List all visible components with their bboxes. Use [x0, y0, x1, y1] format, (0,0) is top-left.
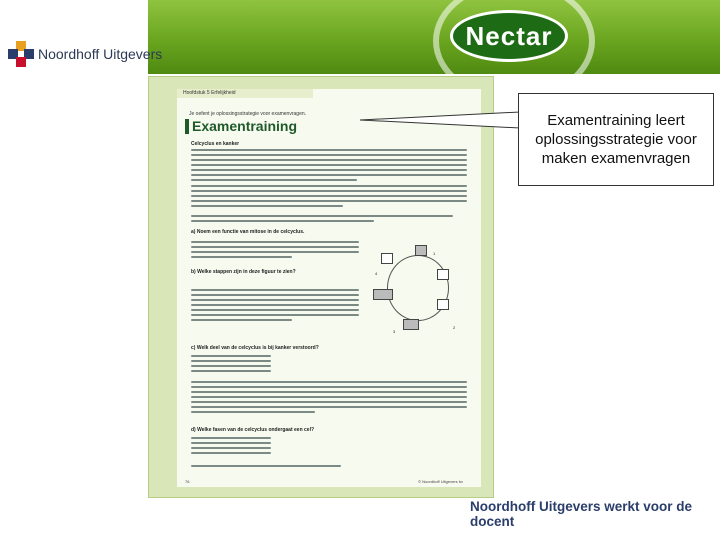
second-paragraph — [191, 185, 467, 210]
callout-box — [518, 93, 714, 186]
textbook-page-content — [177, 89, 481, 487]
third-paragraph — [191, 215, 453, 225]
answer-a — [191, 241, 359, 261]
brand-name: Noordhoff Uitgevers — [38, 46, 163, 62]
diagram-label: 3 — [393, 329, 396, 334]
nectar-banner — [148, 0, 720, 74]
cell-stage — [403, 319, 419, 330]
question-c: c) Welk deel van de celcyclus is bij kanker verstoord? — [191, 345, 319, 351]
nectar-logo-icon: Nectar — [450, 10, 568, 62]
cell-stage — [437, 299, 449, 310]
diagram-label: 4 — [375, 271, 378, 276]
noordhoff-logo-icon — [8, 41, 34, 67]
callout-text: Examentraining leert oplossingsstrategie voor maken examenvragen — [535, 112, 697, 167]
cycle-circle — [387, 255, 449, 321]
cell-cycle-diagram — [373, 241, 465, 341]
options-d — [191, 437, 271, 457]
diagram-label: 2 — [453, 325, 456, 330]
diagram-label: 1 — [433, 251, 436, 256]
question-b: b) Welke stappen zijn in deze figuur te zien? — [191, 269, 296, 275]
page-number: 76 — [185, 479, 190, 484]
section-heading: Celcyclus en kanker — [191, 141, 240, 147]
chapter-tab: Hoofdstuk 5 Erfelijkheid — [177, 89, 313, 98]
explanation-paragraph — [191, 381, 467, 416]
brand-tagline: Noordhoff Uitgevers werkt voor de docent — [470, 499, 693, 529]
options-c — [191, 355, 271, 375]
cell-stage — [437, 269, 449, 280]
closing-line — [191, 465, 341, 470]
page-subtitle: Je oefent je oplossingsstrategie voor examenvragen. — [189, 111, 307, 117]
copyright: © Noordhoff Uitgevers bv — [418, 479, 463, 484]
answer-b — [191, 289, 359, 324]
cell-stage — [373, 289, 393, 300]
question-d: d) Welke fasen van de celcyclus ondergaat een cel? — [191, 427, 315, 433]
intro-paragraph — [191, 149, 467, 184]
page-title: Examentraining — [185, 119, 297, 134]
question-a: a) Noem een functie van mitose in de celcyclus. — [191, 229, 305, 235]
cell-stage — [381, 253, 393, 264]
noordhoff-brand — [8, 41, 162, 67]
cell-stage — [415, 245, 427, 256]
textbook-page — [148, 76, 494, 498]
